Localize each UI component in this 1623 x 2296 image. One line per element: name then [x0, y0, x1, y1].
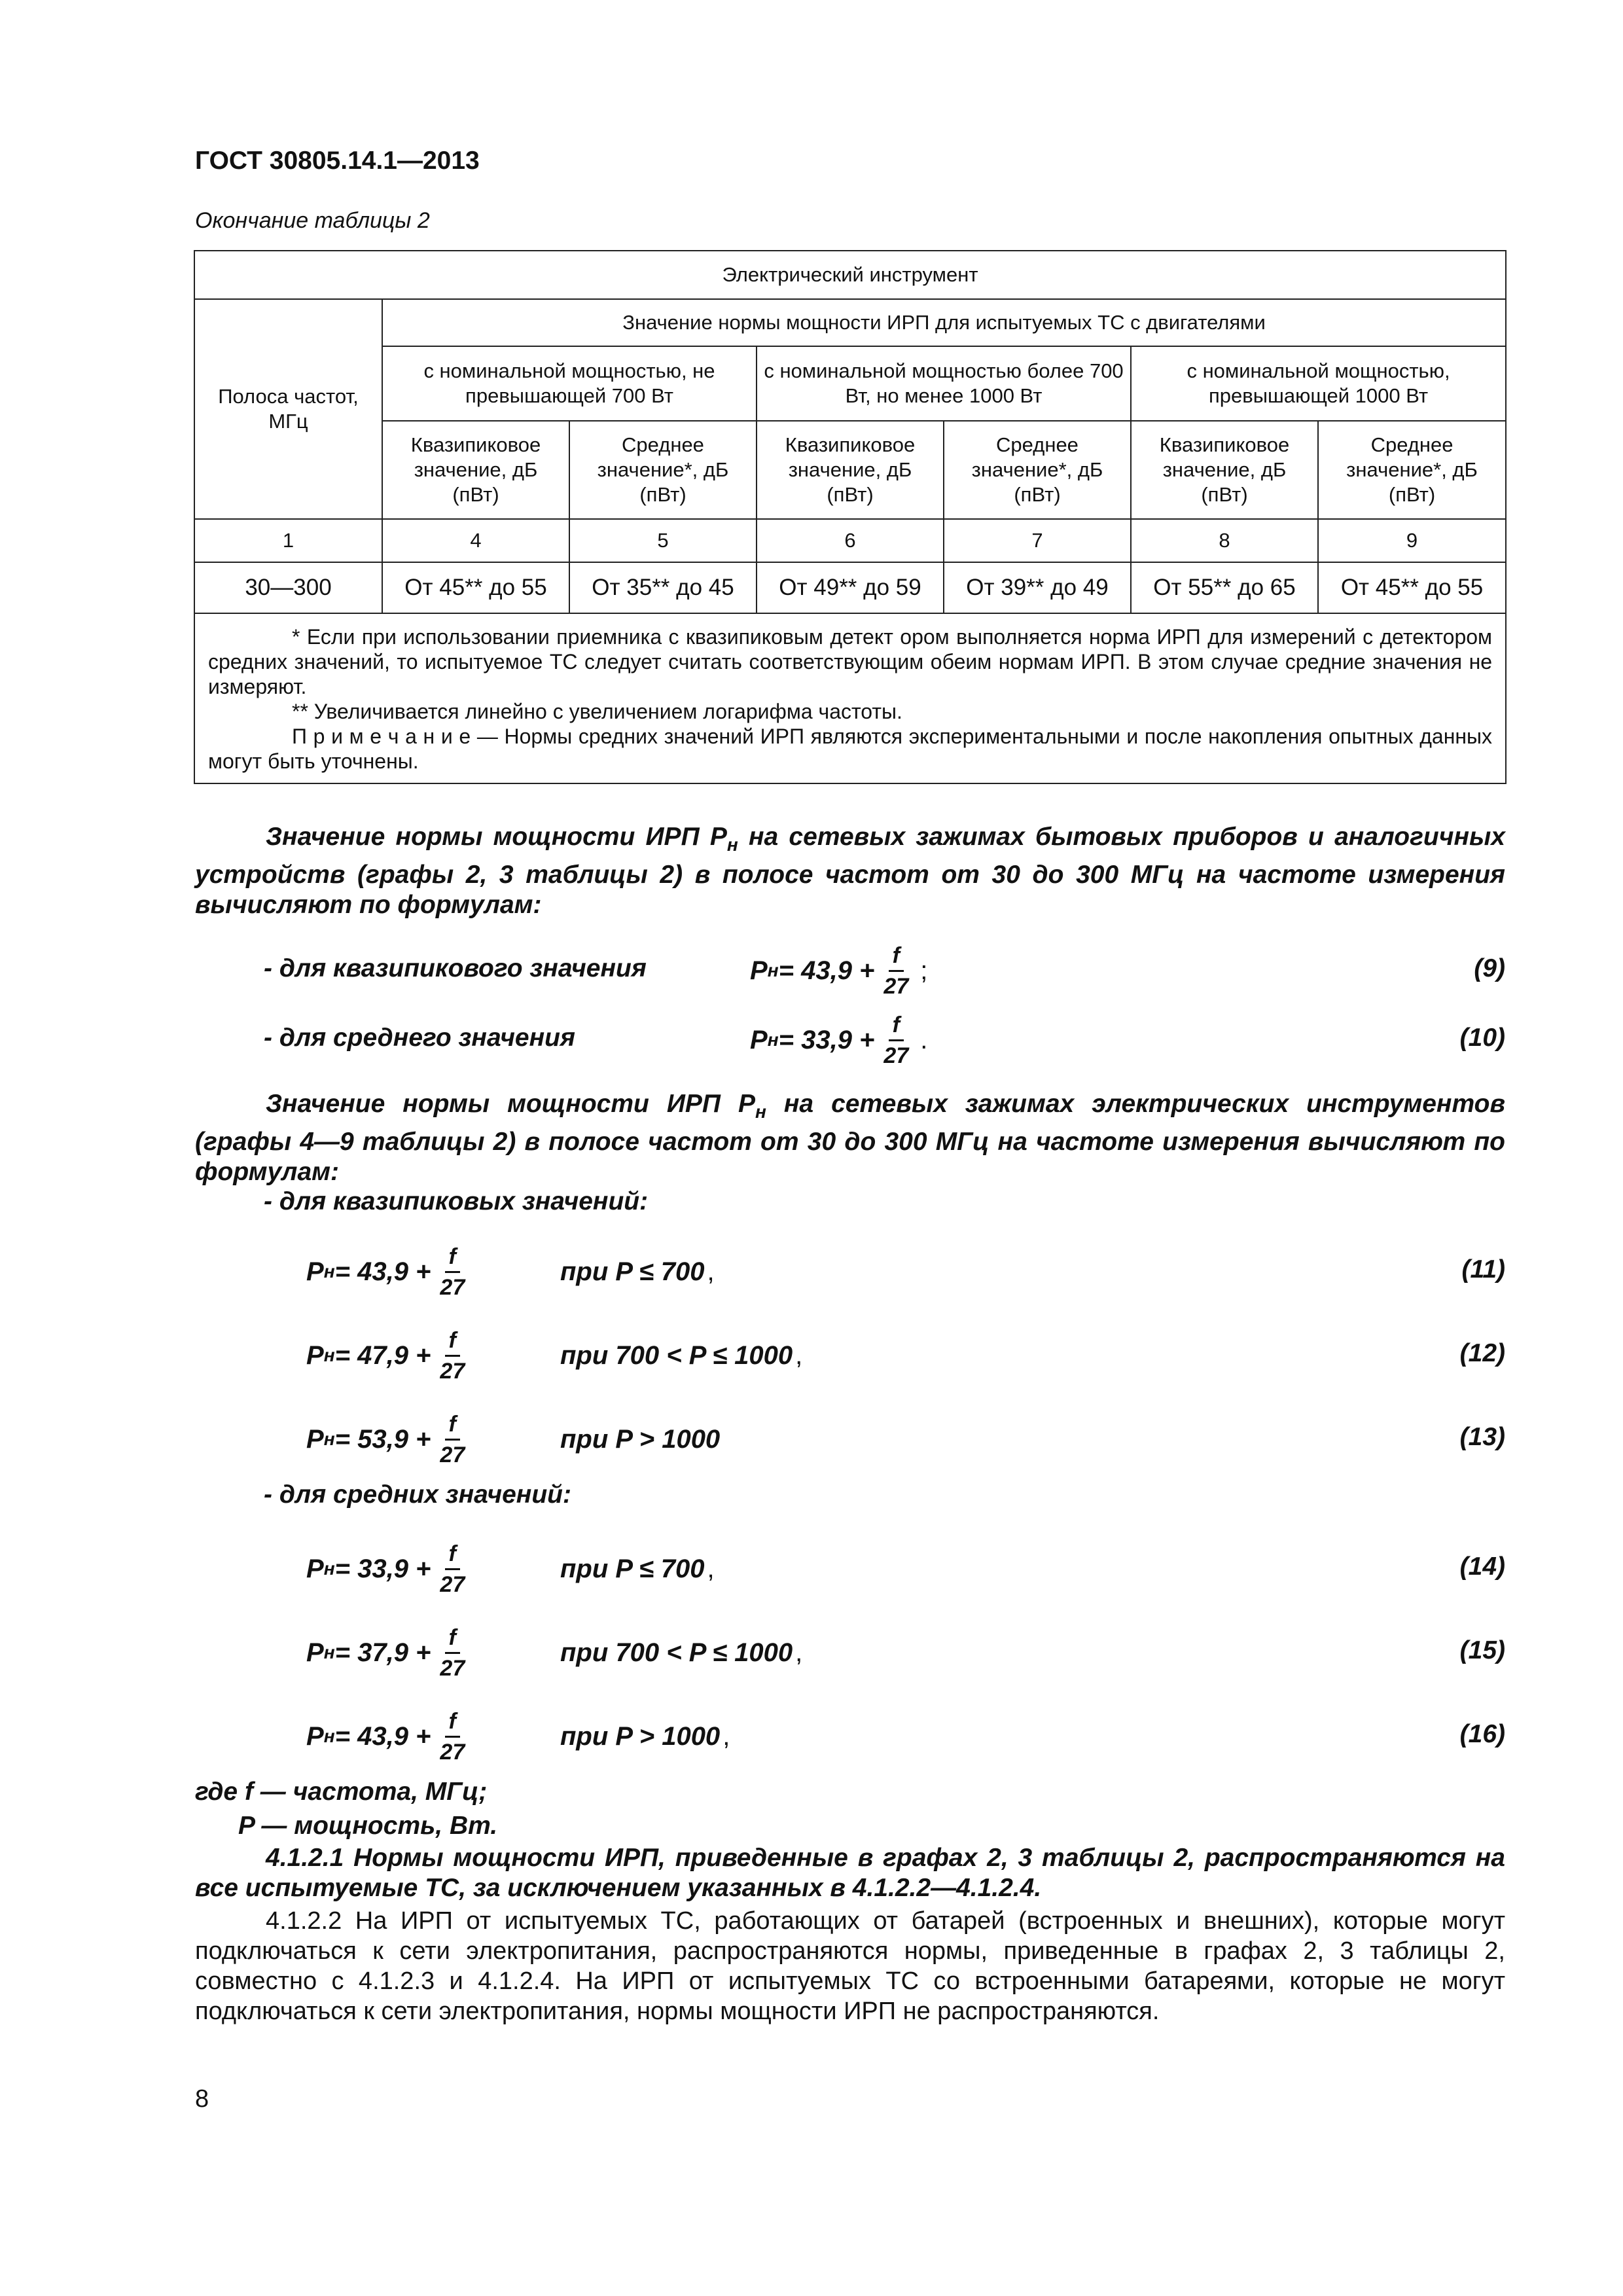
- where-power: P — мощность, Вт.: [238, 1812, 498, 1840]
- table-cell: От 45** до 55: [1318, 562, 1506, 613]
- fraction: $\frac{f}{27}$: [440, 1327, 465, 1384]
- column-number: 6: [757, 519, 944, 562]
- paragraph-text: на сетевых зажимах бытовых приборов и аналогичных устройств (графы 2, 3 таблицы 2) в полосе частот от 30 до 300 МГц на частоте измерения вычисляют по формулам:: [195, 823, 1505, 919]
- formula-condition: при P ≤ 700 ,: [560, 1257, 715, 1286]
- formula-12: [195, 1319, 1505, 1391]
- paragraph-tools: [195, 1089, 1505, 1187]
- fraction: $\frac{f}{27}$: [440, 1624, 465, 1681]
- formula-condition: при P > 1000: [560, 1424, 721, 1454]
- formula-label: - для квазипикового значения: [264, 954, 647, 982]
- footnote-2: ** Увеличивается линейно с увеличением логарифма частоты.: [292, 700, 902, 723]
- formula-number: (13): [1459, 1423, 1505, 1451]
- table-cell: От 49** до 59: [757, 562, 944, 613]
- paragraph-household: [195, 822, 1505, 920]
- column-number: 5: [569, 519, 757, 562]
- formula-11: [195, 1236, 1505, 1308]
- formula-condition: при P > 1000 ,: [560, 1721, 730, 1751]
- formula-expression: P н = 43,9 + $\frac{f}{27}$: [306, 1700, 474, 1772]
- table-cell: От 55** до 65: [1131, 562, 1318, 613]
- sub-header-quasi: Квазипиковое значение, дБ (пВт): [382, 421, 569, 519]
- paragraph-text: Значение нормы мощности ИРП: [266, 1090, 738, 1118]
- table-cell: От 39** до 49: [944, 562, 1131, 613]
- footnote-1: * Если при использовании приемника с квазипиковым детект ором выполняется норма ИРП для измерений с детектором средних значений, то испытуемое ТС следует считать соответствующим обеим нормам ИРП. В этом случае средние значения не измеряют.: [208, 625, 1493, 698]
- quasi-peak-heading: - для квазипиковых значений:: [264, 1187, 649, 1215]
- group-header: Значение нормы мощности ИРП для испытуемых ТС с двигателями: [382, 299, 1506, 346]
- sub-header-avg: Среднее значение*, дБ (пВт): [944, 421, 1131, 519]
- formula-14: [195, 1533, 1505, 1605]
- fraction: $\frac{f}{27}$: [440, 1708, 465, 1765]
- paragraph-text: на сетевых зажимах электрических инструментов (графы 4—9 таблицы 2) в полосе частот от 30 до 300 МГц на частоте измерения вычисляют по формулам:: [195, 1090, 1506, 1186]
- table-cell: 30—300: [194, 562, 382, 613]
- formula-15: [195, 1617, 1505, 1689]
- paragraph-text: Значение нормы мощности ИРП: [266, 823, 710, 851]
- formula-number: (16): [1459, 1720, 1505, 1748]
- sub-header-avg: Среднее значение*, дБ (пВт): [1318, 421, 1506, 519]
- formula-condition: при P ≤ 700 ,: [560, 1554, 715, 1583]
- sub-header-avg: Среднее значение*, дБ (пВт): [569, 421, 757, 519]
- formula-expression: P н = 53,9 + $\frac{f}{27}$: [306, 1403, 474, 1475]
- document-title: ГОСТ 30805.14.1—2013: [195, 147, 480, 175]
- page-number: 8: [195, 2085, 209, 2113]
- fraction: $\frac{f}{27}$: [440, 1541, 465, 1597]
- power-symbol: $P_н$: [709, 823, 738, 855]
- fraction: $\frac{f}{27}$: [440, 1411, 465, 1467]
- formula-expression: P н = 47,9 + $\frac{f}{27}$: [306, 1319, 474, 1391]
- table-caption: Окончание таблицы 2: [195, 208, 430, 233]
- formula-number: (14): [1459, 1552, 1505, 1581]
- table-cell: От 35** до 45: [569, 562, 757, 613]
- column-number: 9: [1318, 519, 1506, 562]
- column-number: 1: [194, 519, 382, 562]
- fraction: $\frac{f}{27}$: [440, 1244, 465, 1300]
- formula-expression: P н = 43,9 + $\frac{f}{27}$ ;: [750, 942, 928, 999]
- formula-number: (15): [1459, 1636, 1505, 1664]
- band-header-700: с номинальной мощностью, не превышающей 700 Вт: [382, 346, 757, 421]
- formula-16: [195, 1700, 1505, 1772]
- average-heading: - для средних значений:: [264, 1480, 571, 1509]
- clause-4-1-2-1: 4.1.2.1 Нормы мощности ИРП, приведенные в графах 2, 3 таблицы 2, распространяются на все испытуемые ТС, за исключением указанных в 4.1.2.2—4.1.2.4.: [195, 1844, 1505, 1902]
- table-2-end: [194, 250, 1507, 784]
- formula-expression: P н = 37,9 + $\frac{f}{27}$: [306, 1617, 474, 1689]
- formula-number: (10): [1459, 1024, 1505, 1052]
- formula-number: (12): [1459, 1339, 1505, 1367]
- formula-condition: при 700 < P ≤ 1000 ,: [560, 1340, 803, 1370]
- formula-number: (11): [1461, 1255, 1505, 1283]
- formula-13: [195, 1403, 1505, 1475]
- table-notes: [194, 613, 1506, 783]
- table-title: Электрический инструмент: [194, 251, 1506, 299]
- band-header-1000: с номинальной мощностью, превышающей 1000 Вт: [1131, 346, 1506, 421]
- column-number: 7: [944, 519, 1131, 562]
- table-note: П р и м е ч а н и е — Нормы средних значений ИРП являются экспериментальными и после накопления опытных данных могут быть уточнены.: [208, 725, 1493, 773]
- formula-expression: P н = 43,9 + $\frac{f}{27}$: [306, 1236, 474, 1308]
- sub-header-quasi: Квазипиковое значение, дБ (пВт): [757, 421, 944, 519]
- formula-expression: P н = 33,9 + $\frac{f}{27}$: [306, 1533, 474, 1605]
- power-symbol: $P_н$: [738, 1090, 766, 1122]
- fraction: $\frac{f}{27}$: [883, 942, 909, 999]
- table-cell: От 45** до 55: [382, 562, 569, 613]
- formula-10: [195, 1004, 1505, 1076]
- formula-expression: P н = 33,9 + $\frac{f}{27}$ .: [750, 1012, 928, 1068]
- column-number: 8: [1131, 519, 1318, 562]
- formula-condition: при 700 < P ≤ 1000 ,: [560, 1638, 803, 1667]
- formula-number: (9): [1474, 954, 1505, 982]
- column-number: 4: [382, 519, 569, 562]
- sub-header-quasi: Квазипиковое значение, дБ (пВт): [1131, 421, 1318, 519]
- band-header-700-1000: с номинальной мощностью более 700 Вт, но менее 1000 Вт: [757, 346, 1131, 421]
- formula-label: - для среднего значения: [264, 1024, 575, 1052]
- formula-9: [195, 935, 1505, 1007]
- fraction: $\frac{f}{27}$: [883, 1012, 909, 1068]
- where-frequency: где f — частота, МГц;: [195, 1778, 488, 1806]
- freq-band-header: Полоса частот, МГц: [194, 299, 382, 519]
- clause-4-1-2-2: 4.1.2.2 На ИРП от испытуемых ТС, работающих от батарей (встроенных и внешних), которые могут подключаться к сети электропитания, распространяются нормы, приведенные в графах 2, 3 таблицы 2, совместно с 4.1.2.3 и 4.1.2.4. На ИРП от испытуемых ТС со встроенными батареями, которые не могут подключаться к сети электропитания, нормы мощности ИРП не распространяются.: [195, 1907, 1505, 2025]
